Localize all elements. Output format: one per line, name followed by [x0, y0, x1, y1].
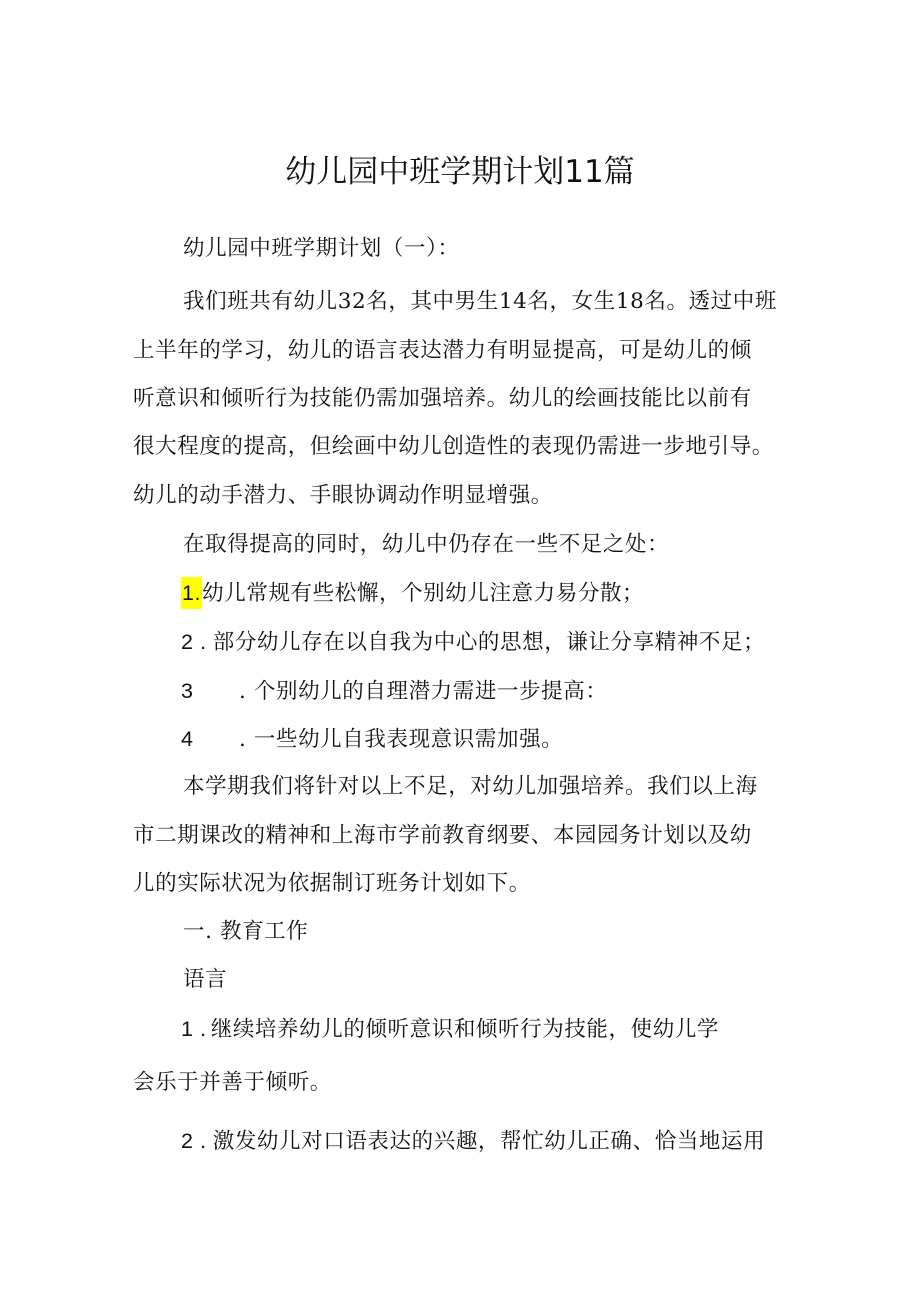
shortfall-item-1	[181, 577, 644, 610]
section-heading: 一. 教育工作	[183, 919, 309, 944]
shortfall-text: . 一些幼儿自我表现意识需加强。	[239, 727, 564, 752]
shortfall-text: . 个别幼儿的自理潜力需进一步提高：	[239, 679, 608, 704]
language-text: 激发幼儿对口语表达的兴趣，帮忙幼儿正确、恰当地运用	[212, 1129, 766, 1154]
intro-line-2: 上半年的学习，幼儿的语言表达潜力有明显提高，可是幼儿的倾	[133, 338, 752, 363]
language-number: 2 .	[181, 1129, 207, 1153]
shortfall-number-highlighted: 1.	[181, 577, 202, 609]
intro-line-4: 很大程度的提高，但绘画中幼儿创造性的表现仍需进一步地引导。	[133, 434, 774, 459]
plan-line-1: 本学期我们将针对以上不足，对幼儿加强培养。我们以上海	[183, 774, 758, 799]
document-subtitle: 幼儿园中班学期计划（一）：	[183, 236, 460, 261]
shortfall-item-3	[181, 675, 607, 708]
shortfall-intro: 在取得提高的同时，幼儿中仍存在一些不足之处：	[183, 532, 670, 557]
intro-line-1: 我们班共有幼儿32名，其中男生14名，女生18名。透过中班	[183, 289, 777, 314]
shortfall-number: 3	[181, 679, 194, 703]
intro-line-5: 幼儿的动手潜力、手眼协调动作明显增强。	[133, 483, 553, 508]
subsection-heading: 语言	[183, 967, 228, 992]
language-number: 1 .	[181, 1017, 207, 1041]
language-item-1	[181, 1013, 719, 1046]
language-item-2	[181, 1125, 765, 1158]
shortfall-number: 4	[181, 727, 194, 751]
language-item-1-continued	[133, 1067, 332, 1099]
shortfall-item-4	[181, 723, 563, 756]
shortfall-text: 部分幼儿存在以自我为中心的思想，谦让分享精神不足；	[212, 630, 766, 655]
intro-line-3: 听意识和倾听行为技能仍需加强培养。幼儿的绘画技能比以前有	[133, 386, 752, 411]
document-title: 幼儿园中班学期计划11篇	[285, 154, 635, 190]
plan-line-3: 儿的实际状况为依据制订班务计划如下。	[133, 871, 531, 896]
shortfall-number: 2 .	[181, 630, 207, 654]
plan-line-2: 市二期课改的精神和上海市学前教育纲要、本园园务计划以及幼	[133, 823, 752, 848]
language-text: 会乐于并善于倾听。	[133, 1070, 332, 1095]
shortfall-text: 幼儿常规有些松懈，个别幼儿注意力易分散；	[202, 581, 645, 606]
shortfall-item-2	[181, 626, 765, 659]
language-text: 继续培养幼儿的倾听意识和倾听行为技能，使幼儿学	[210, 1017, 720, 1042]
